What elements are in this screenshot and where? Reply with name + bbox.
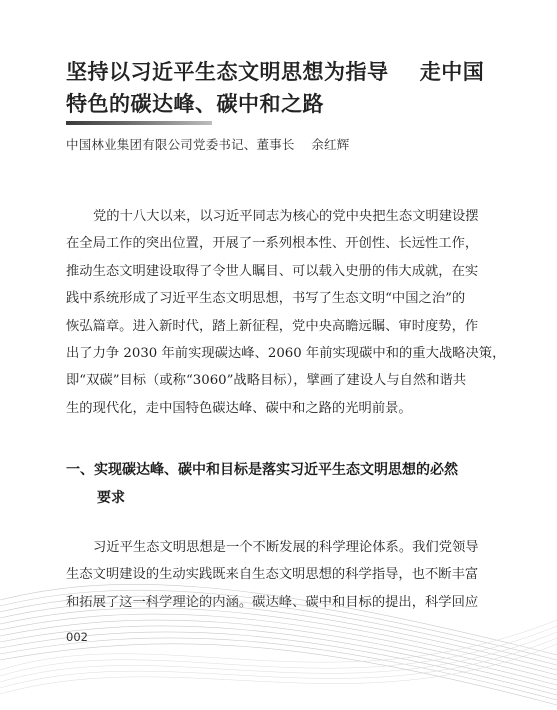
- paragraph-line: 生态文明建设的生动实践既来自生态文明思想的科学指导，也不断丰富: [66, 567, 479, 583]
- paragraph-line: 恢弘篇章。进入新时代，踏上新征程，党中央高瞻远瞩、审时度势，作: [66, 318, 479, 334]
- paragraph-line: 党的十八大以来，以习近平同志为核心的党中央把生态文明建设摆: [93, 209, 479, 224]
- author-byline: 中国林业集团有限公司党委书记、董事长 余红辉: [66, 137, 350, 152]
- paragraph-line: 推动生态文明建设取得了令世人瞩目、可以载入史册的伟大成就，在实: [66, 263, 479, 279]
- intro-paragraph: [66, 203, 506, 422]
- paragraph-line: 生的现代化，走中国特色碳达峰、碳中和之路的光明前景。: [66, 400, 412, 416]
- paragraph-line: 出了力争 2030 年前实现碳达峰、2060 年前实现碳中和的重大战略决策，: [66, 345, 506, 361]
- paragraph-line: 和拓展了这一科学理论的内涵。碳达峰、碳中和目标的提出，科学回应: [66, 594, 479, 610]
- heading-line: 要求: [97, 490, 125, 506]
- section-heading: [66, 456, 506, 512]
- heading-line: 一、实现碳达峰、碳中和目标是落实习近平生态文明思想的必然: [66, 462, 458, 478]
- title-line: 坚持以习近平生态文明思想为指导 走中国: [66, 60, 485, 84]
- paragraph-line: 即“双碳”目标（或称“3060”战略目标），擘画了建设人与自然和谐共: [66, 373, 467, 389]
- title-line: 特色的碳达峰、碳中和之路: [66, 92, 324, 116]
- title-underline-rule: [66, 121, 212, 125]
- paragraph-line: 在全局工作的突出位置，开展了一系列根本性、开创性、长远性工作，: [66, 236, 479, 252]
- page-number: 002: [66, 630, 88, 644]
- paragraph-line: 践中系统形成了习近平生态文明思想，书写了生态文明“中国之治”的: [66, 291, 466, 307]
- article-title: [66, 56, 506, 120]
- paragraph-line: 习近平生态文明思想是一个不断发展的科学理论体系。我们党领导: [93, 540, 479, 555]
